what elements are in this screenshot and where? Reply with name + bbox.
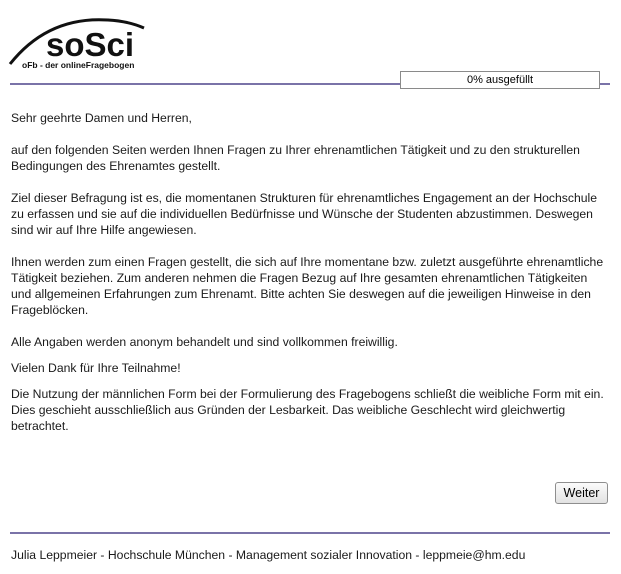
intro-paragraph: Alle Angaben werden anonym behandelt und sind vollkommen freiwillig. — [11, 335, 398, 349]
next-button[interactable]: Weiter — [555, 482, 608, 504]
intro-text — [11, 110, 611, 434]
progress-label: 0% ausgefüllt — [466, 74, 534, 86]
footer-divider — [10, 532, 610, 534]
logo-wordmark: soSci — [46, 26, 135, 63]
progress-bar — [400, 71, 600, 89]
footer-text: Julia Leppmeier - Hochschule München - Management sozialer Innovation - leppmeie@hm.edu — [11, 548, 526, 562]
greeting: Sehr geehrte Damen und Herren, — [11, 111, 192, 125]
gender-note: Die Nutzung der männlichen Form bei der Formulierung des Fragebogens schließt die weibliche Form mit ein. Dies geschieht ausschließlich aus Gründen der Lesbarkeit. Das weibliche Geschlecht wird gleichwertig betrachtet. — [11, 387, 604, 433]
logo-tagline: oFb - der onlineFragebogen — [22, 60, 135, 70]
intro-paragraph: Ziel dieser Befragung ist es, die momentanen Strukturen für ehrenamtliches Engagement an der Hochschule zu erfassen und sie auf die individuellen Bedürfnisse und Wünsche der Studenten abzustimmen. Deswegen sind wir auf Ihre Hilfe angewiesen. — [11, 191, 597, 237]
sosci-logo — [8, 14, 178, 72]
thank-you-text: Vielen Dank für Ihre Teilnahme! — [11, 361, 181, 375]
intro-paragraph: auf den folgenden Seiten werden Ihnen Fragen zu Ihrer ehrenamtlichen Tätigkeit und zu den strukturellen Bedingungen des Ehrenamtes gestellt. — [11, 143, 580, 173]
intro-paragraph: Ihnen werden zum einen Fragen gestellt, die sich auf Ihre momentane bzw. zuletzt ausgeführte ehrenamtliche Tätigkeit beziehen. Zum anderen nehmen die Fragen Bezug auf Ihre gesamten ehrenamtlichen Tätigkeiten und allgemeinen Erfahrungen zum Ehrenamt. Bitte achten Sie deswegen auf die jeweiligen Hinweise in den Frageblöcken. — [11, 255, 604, 317]
sosci-logo-mark — [8, 14, 178, 72]
